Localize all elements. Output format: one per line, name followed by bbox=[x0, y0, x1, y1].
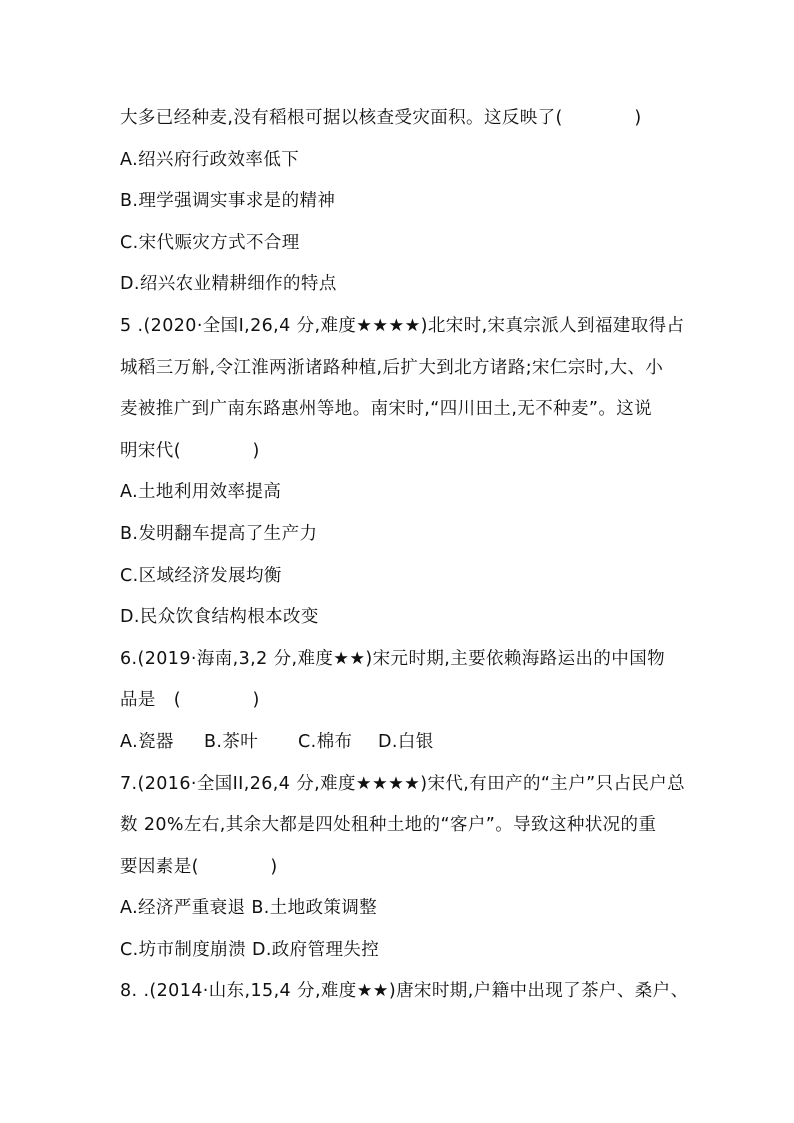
q7-options-cd: C.坊市制度崩溃 D.政府管理失控 bbox=[120, 939, 380, 960]
q6-stem-line-1: 6.(2019·海南,3,2 分,难度★★)宋元时期,主要依赖海路运出的中国物 bbox=[120, 648, 666, 669]
q6-option-b: B.茶叶 bbox=[204, 731, 259, 752]
q5-option-d: D.民众饮食结构根本改变 bbox=[120, 607, 319, 628]
q6-option-c: C.棉布 bbox=[298, 731, 353, 752]
q6-options-row bbox=[120, 722, 700, 764]
q5-stem-line-3: 麦被推广到广南东路惠州等地。南宋时,“四川田土,无不种麦”。这说 bbox=[120, 399, 653, 420]
q5-stem-line-4: 明宋代( ) bbox=[120, 440, 260, 461]
q4-option-d: D.绍兴农业精耕细作的特点 bbox=[120, 274, 337, 295]
q7-stem-line-3: 要因素是( ) bbox=[120, 856, 278, 877]
q6-option-a: A.瓷器 bbox=[120, 731, 174, 752]
q5-option-a: A.土地利用效率提高 bbox=[120, 482, 282, 503]
q8-stem-line-1: 8. .(2014·山东,15,4 分,难度★★)唐宋时期,户籍中出现了茶户、桑户、 bbox=[120, 981, 689, 1002]
q5-option-b: B.发明翻车提高了生产力 bbox=[120, 523, 318, 544]
q5-stem-line-1: 5 .(2020·全国I,26,4 分,难度★★★★)北宋时,宋真宗派人到福建取得占 bbox=[120, 315, 685, 336]
q6-option-d: D.白银 bbox=[378, 731, 434, 752]
question-text-block bbox=[120, 98, 700, 1013]
q7-options-ab: A.经济严重衰退 B.土地政策调整 bbox=[120, 898, 378, 919]
q6-stem-line-2: 品是 ( ) bbox=[120, 690, 260, 711]
q4-option-a: A.绍兴府行政效率低下 bbox=[120, 149, 300, 170]
q4-option-b: B.理学强调实事求是的精神 bbox=[120, 191, 336, 212]
q7-stem-line-2: 数 20%左右,其余大都是四处租种土地的“客户”。导致这种状况的重 bbox=[120, 815, 657, 836]
q5-option-c: C.区域经济发展均衡 bbox=[120, 565, 282, 586]
q4-stem-line: 大多已经种麦,没有稻根可据以核查受灾面积。这反映了( ) bbox=[120, 108, 642, 128]
q5-stem-line-2: 城稻三万斛,令江淮两浙诸路种植,后扩大到北方诸路;宋仁宗时,大、小 bbox=[120, 357, 664, 378]
q7-stem-line-1: 7.(2016·全国II,26,4 分,难度★★★★)宋代,有田产的“主户”只占民户总 bbox=[120, 773, 686, 794]
q4-option-c: C.宋代赈灾方式不合理 bbox=[120, 232, 300, 253]
